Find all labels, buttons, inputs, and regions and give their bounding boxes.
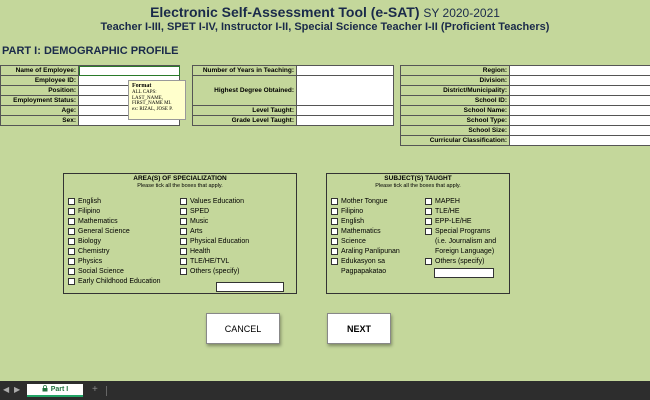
school-id-label: School ID:	[401, 96, 510, 106]
name-of-employee-label: Name of Employee:	[1, 66, 79, 76]
checkbox[interactable]	[68, 198, 75, 205]
tooltip-heading: Format	[132, 83, 152, 89]
sheet-tab-bar	[0, 381, 650, 400]
curricular-classification-label: Curricular Classification:	[401, 136, 510, 146]
checkbox[interactable]	[425, 218, 432, 225]
employee-id-label: Employee ID:	[1, 76, 79, 86]
specialization-option[interactable]: Filipino	[68, 206, 161, 216]
subject-option[interactable]: Others (specify)	[425, 256, 496, 266]
checkbox[interactable]	[331, 238, 338, 245]
name-of-employee-field[interactable]	[79, 66, 180, 76]
specialization-option[interactable]: Values Education	[180, 196, 249, 206]
checkbox[interactable]	[425, 228, 432, 235]
checkbox[interactable]	[425, 198, 432, 205]
years-teaching-label: Number of Years in Teaching:	[193, 66, 297, 76]
checkbox[interactable]	[68, 208, 75, 215]
format-tooltip	[128, 80, 186, 120]
scroll-right-icon[interactable]: ▶	[14, 385, 21, 394]
specialization-others-input[interactable]	[216, 282, 284, 292]
subject-option[interactable]: TLE/HE	[425, 206, 496, 216]
school-name-field[interactable]	[510, 106, 650, 116]
specialization-instruction: Please tick all the boxes that apply.	[137, 183, 223, 189]
page-title: Electronic Self-Assessment Tool (e-SAT) SY 2020-2021	[150, 4, 500, 20]
grade-level-taught-label: Grade Level Taught:	[193, 116, 297, 126]
checkbox[interactable]	[331, 218, 338, 225]
subject-option[interactable]: English	[331, 216, 400, 226]
school-type-field[interactable]	[510, 116, 650, 126]
next-button[interactable]: NEXT	[327, 313, 391, 344]
subject-option[interactable]: Filipino	[331, 206, 400, 216]
checkbox[interactable]	[331, 258, 338, 265]
specialization-option[interactable]: Arts	[180, 226, 249, 236]
checkbox[interactable]	[180, 238, 187, 245]
specialization-option[interactable]: Health	[180, 246, 249, 256]
checkbox[interactable]	[68, 218, 75, 225]
school-size-field[interactable]	[510, 126, 650, 136]
subjects-others-input[interactable]	[434, 268, 494, 278]
tab-separator	[106, 386, 107, 396]
checkbox[interactable]	[68, 228, 75, 235]
specialization-panel	[63, 173, 297, 294]
sheet-tab-label: Part I	[50, 386, 69, 393]
subject-option[interactable]: Edukasyon sa	[331, 256, 400, 266]
school-year: SY 2020-2021	[423, 6, 500, 20]
checkbox[interactable]	[425, 208, 432, 215]
checkbox[interactable]	[180, 248, 187, 255]
checkbox[interactable]	[331, 198, 338, 205]
specialization-option[interactable]: Mathematics	[68, 216, 161, 226]
specialization-title: AREA(S) OF SPECIALIZATION	[133, 175, 227, 182]
school-type-label: School Type:	[401, 116, 510, 126]
checkbox[interactable]	[68, 248, 75, 255]
specialization-option[interactable]: Social Science	[68, 266, 161, 276]
school-size-label: School Size:	[401, 126, 510, 136]
division-label: Division:	[401, 76, 510, 86]
subject-option[interactable]: Mathematics	[331, 226, 400, 236]
section-title: PART I: DEMOGRAPHIC PROFILE	[2, 45, 179, 57]
specialization-option[interactable]: Early Childhood Education	[68, 276, 161, 286]
checkbox[interactable]	[331, 208, 338, 215]
level-taught-field[interactable]	[297, 106, 394, 116]
checkbox[interactable]	[180, 198, 187, 205]
division-field[interactable]	[510, 76, 650, 86]
scroll-left-icon[interactable]: ◀	[3, 385, 10, 394]
checkbox[interactable]	[180, 258, 187, 265]
checkbox[interactable]	[68, 268, 75, 275]
checkbox[interactable]	[180, 208, 187, 215]
tooltip-line: ex: RIZAL, JOSE P.	[132, 106, 173, 112]
subjects-instruction: Please tick all the boxes that apply.	[375, 183, 461, 189]
page-subtitle: Teacher I-III, SPET I-IV, Instructor I-II, Special Science Teacher I-II (Proficient Teachers)	[100, 21, 550, 33]
highest-degree-label: Highest Degree Obtained:	[193, 76, 297, 106]
tooltip-line: FIRST_NAME MI.	[132, 101, 172, 107]
region-field[interactable]	[510, 66, 650, 76]
region-label: Region:	[401, 66, 510, 76]
sheet-tab-part-1[interactable]	[27, 384, 83, 397]
subject-option[interactable]: Mother Tongue	[331, 196, 400, 206]
checkbox[interactable]	[331, 228, 338, 235]
school-info-grid	[400, 65, 650, 146]
specialization-option[interactable]: Physics	[68, 256, 161, 266]
district-label: District/Municipality:	[401, 86, 510, 96]
sex-label: Sex:	[1, 116, 79, 126]
specialization-option[interactable]: SPED	[180, 206, 249, 216]
tooltip-line: LAST_NAME,	[132, 95, 163, 101]
checkbox[interactable]	[180, 268, 187, 275]
specialization-option[interactable]: General Science	[68, 226, 161, 236]
add-sheet-button[interactable]: +	[92, 384, 98, 395]
age-label: Age:	[1, 106, 79, 116]
subject-option[interactable]: Araling Panlipunan	[331, 246, 400, 256]
subject-note: Foreign Language)	[435, 247, 495, 255]
curricular-classification-field[interactable]	[510, 136, 650, 146]
checkbox[interactable]	[331, 248, 338, 255]
specialization-option[interactable]: Biology	[68, 236, 161, 246]
highest-degree-field[interactable]	[297, 76, 394, 106]
lock-icon	[42, 385, 48, 394]
checkbox[interactable]	[180, 218, 187, 225]
district-field[interactable]	[510, 86, 650, 96]
specialization-option[interactable]: Others (specify)	[180, 266, 249, 276]
level-taught-label: Level Taught:	[193, 106, 297, 116]
checkbox[interactable]	[68, 258, 75, 265]
subjects-title: SUBJECT(S) TAUGHT	[384, 175, 452, 182]
subject-option-continued: Pagpapakatao	[341, 267, 387, 275]
checkbox[interactable]	[425, 258, 432, 265]
employment-status-label: Employment Status:	[1, 96, 79, 106]
checkbox[interactable]	[180, 228, 187, 235]
teaching-info-grid	[192, 65, 394, 126]
specialization-option[interactable]: TLE/HE/TVL	[180, 256, 249, 266]
subject-option[interactable]: Science	[331, 236, 400, 246]
subject-note: (i.e. Journalism and	[435, 237, 497, 245]
checkbox[interactable]	[68, 278, 75, 285]
subject-option[interactable]: EPP-LE/HE	[425, 216, 496, 226]
position-label: Position:	[1, 86, 79, 96]
grade-level-taught-field[interactable]	[297, 116, 394, 126]
subject-option[interactable]: MAPEH	[425, 196, 496, 206]
school-id-field[interactable]	[510, 96, 650, 106]
cancel-button[interactable]: CANCEL	[206, 313, 280, 344]
checkbox[interactable]	[68, 238, 75, 245]
tooltip-line: ALL CAPS:	[132, 90, 157, 95]
specialization-option[interactable]: English	[68, 196, 161, 206]
specialization-option[interactable]: Music	[180, 216, 249, 226]
school-name-label: School Name:	[401, 106, 510, 116]
specialization-option[interactable]: Physical Education	[180, 236, 249, 246]
subjects-panel	[326, 173, 510, 294]
years-teaching-field[interactable]	[297, 66, 394, 76]
specialization-option[interactable]: Chemistry	[68, 246, 161, 256]
subject-option[interactable]: Special Programs	[425, 226, 496, 236]
